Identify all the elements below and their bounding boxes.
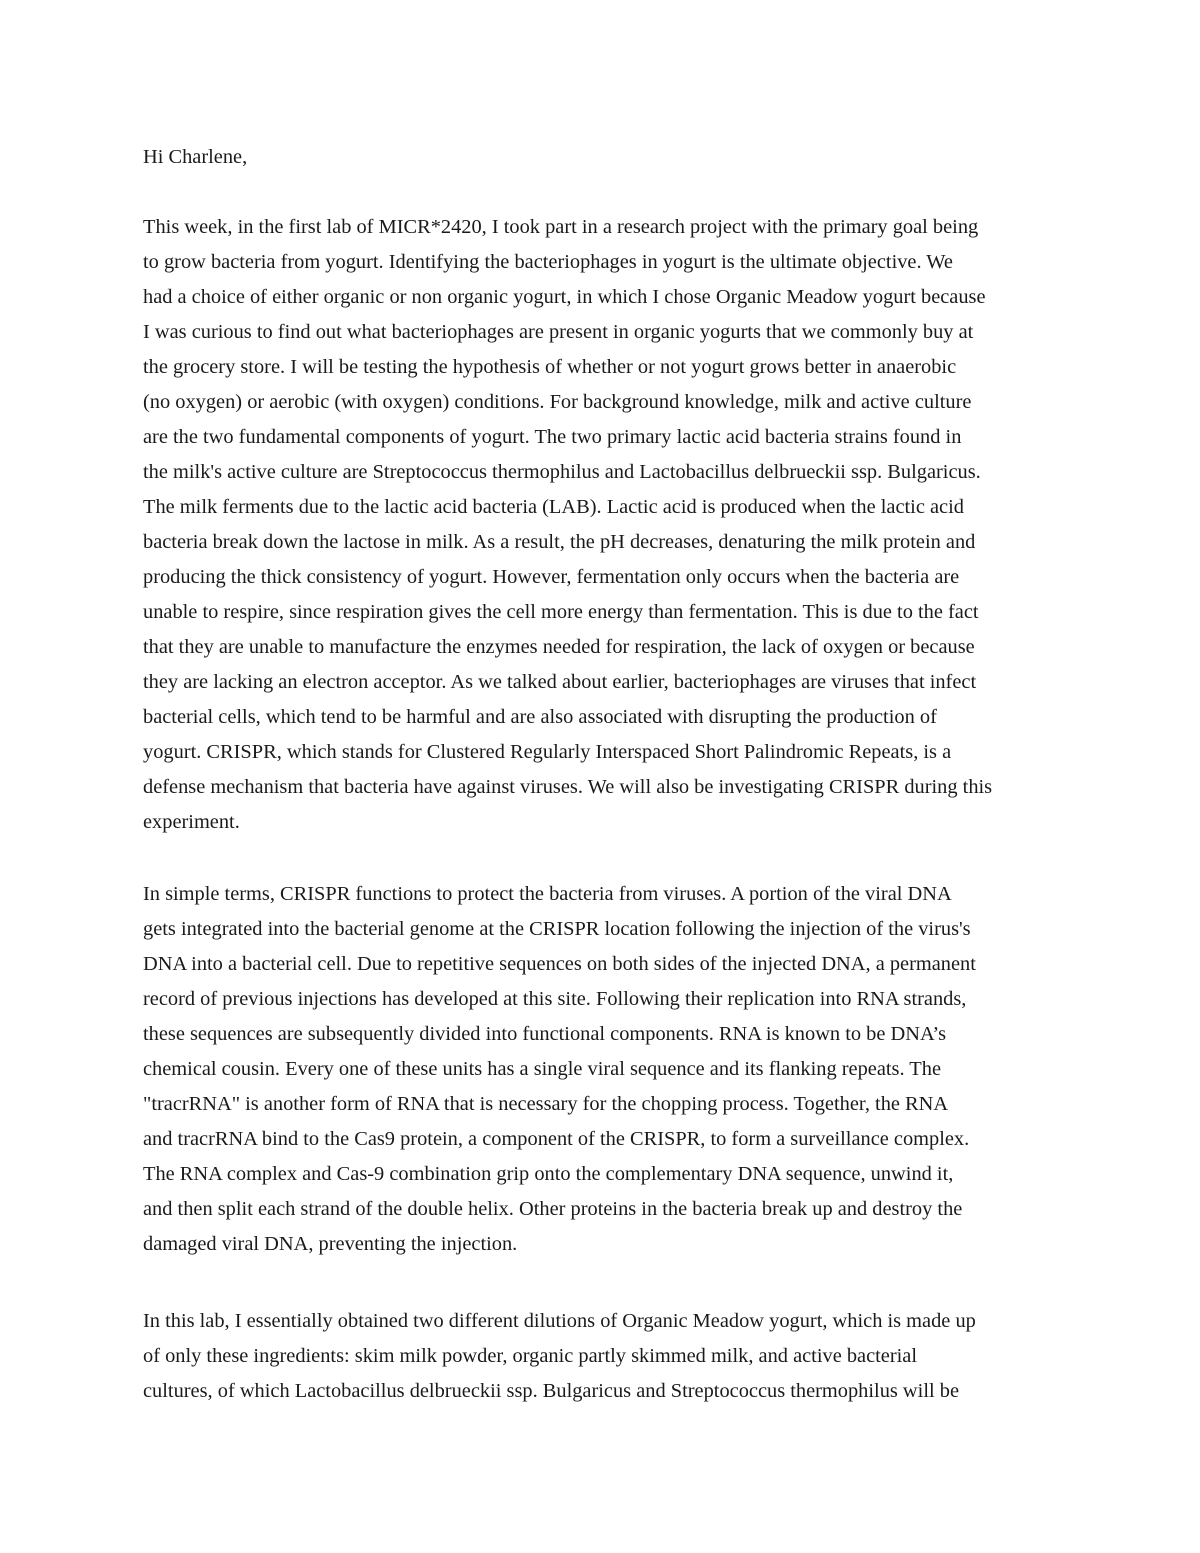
text-line: experiment. bbox=[143, 811, 240, 833]
text-line: and tracrRNA bind to the Cas9 protein, a component of the CRISPR, to form a surveillance complex. bbox=[143, 1128, 970, 1150]
text-line: bacterial cells, which tend to be harmful and are also associated with disrupting the production of bbox=[143, 706, 937, 728]
text-line: yogurt. CRISPR, which stands for Clustered Regularly Interspaced Short Palindromic Repeats, is a bbox=[143, 741, 952, 763]
text-line: chemical cousin. Every one of these units has a single viral sequence and its flanking repeats. The bbox=[143, 1058, 942, 1080]
paragraph-intro bbox=[143, 210, 1073, 840]
text-line: they are lacking an electron acceptor. As we talked about earlier, bacteriophages are viruses that infect bbox=[143, 671, 977, 693]
text-line: defense mechanism that bacteria have against viruses. We will also be investigating CRISPR during this bbox=[143, 776, 993, 798]
text-line: In this lab, I essentially obtained two different dilutions of Organic Meadow yogurt, which is made up bbox=[143, 1310, 976, 1332]
text-line: damaged viral DNA, preventing the injection. bbox=[143, 1233, 518, 1255]
paragraph-lab bbox=[143, 1304, 1073, 1409]
text-line: The RNA complex and Cas-9 combination grip onto the complementary DNA sequence, unwind it, bbox=[143, 1163, 954, 1185]
paragraph-crispr bbox=[143, 877, 1073, 1262]
text-line: In simple terms, CRISPR functions to protect the bacteria from viruses. A portion of the viral DNA bbox=[143, 883, 952, 905]
text-line: "tracrRNA" is another form of RNA that is necessary for the chopping process. Together, the RNA bbox=[143, 1093, 949, 1115]
text-line: I was curious to find out what bacteriophages are present in organic yogurts that we commonly buy at bbox=[143, 321, 974, 343]
greeting-line: Hi Charlene, bbox=[143, 146, 248, 168]
text-line: bacteria break down the lactose in milk. As a result, the pH decreases, denaturing the milk protein and bbox=[143, 531, 976, 553]
text-line: This week, in the first lab of MICR*2420, I took part in a research project with the primary goal being bbox=[143, 216, 979, 238]
text-line: the grocery store. I will be testing the hypothesis of whether or not yogurt grows better in anaerobic bbox=[143, 356, 957, 378]
text-line: unable to respire, since respiration gives the cell more energy than fermentation. This is due to the fact bbox=[143, 601, 979, 623]
text-line: DNA into a bacterial cell. Due to repetitive sequences on both sides of the injected DNA, a permanent bbox=[143, 953, 976, 975]
text-line: had a choice of either organic or non organic yogurt, in which I chose Organic Meadow yogurt because bbox=[143, 286, 986, 308]
text-line: gets integrated into the bacterial genome at the CRISPR location following the injection of the virus's bbox=[143, 918, 971, 940]
text-line: The milk ferments due to the lactic acid bacteria (LAB). Lactic acid is produced when the lactic acid bbox=[143, 496, 964, 518]
text-line: that they are unable to manufacture the enzymes needed for respiration, the lack of oxygen or because bbox=[143, 636, 975, 658]
text-line: are the two fundamental components of yogurt. The two primary lactic acid bacteria strains found in bbox=[143, 426, 962, 448]
text-line: the milk's active culture are Streptococcus thermophilus and Lactobacillus delbrueckii ssp. Bulgaricus. bbox=[143, 461, 981, 483]
text-line: to grow bacteria from yogurt. Identifying the bacteriophages in yogurt is the ultimate objective. We bbox=[143, 251, 953, 273]
greeting bbox=[143, 140, 1073, 175]
text-line: (no oxygen) or aerobic (with oxygen) conditions. For background knowledge, milk and active culture bbox=[143, 391, 972, 413]
text-line: producing the thick consistency of yogurt. However, fermentation only occurs when the bacteria are bbox=[143, 566, 960, 588]
text-line: of only these ingredients: skim milk powder, organic partly skimmed milk, and active bacterial bbox=[143, 1345, 918, 1367]
text-line: and then split each strand of the double helix. Other proteins in the bacteria break up and destroy the bbox=[143, 1198, 963, 1220]
text-line: these sequences are subsequently divided into functional components. RNA is known to be DNA’s bbox=[143, 1023, 947, 1045]
text-line: cultures, of which Lactobacillus delbrueckii ssp. Bulgaricus and Streptococcus thermophilus will be bbox=[143, 1380, 959, 1402]
text-line: record of previous injections has developed at this site. Following their replication into RNA strands, bbox=[143, 988, 967, 1010]
